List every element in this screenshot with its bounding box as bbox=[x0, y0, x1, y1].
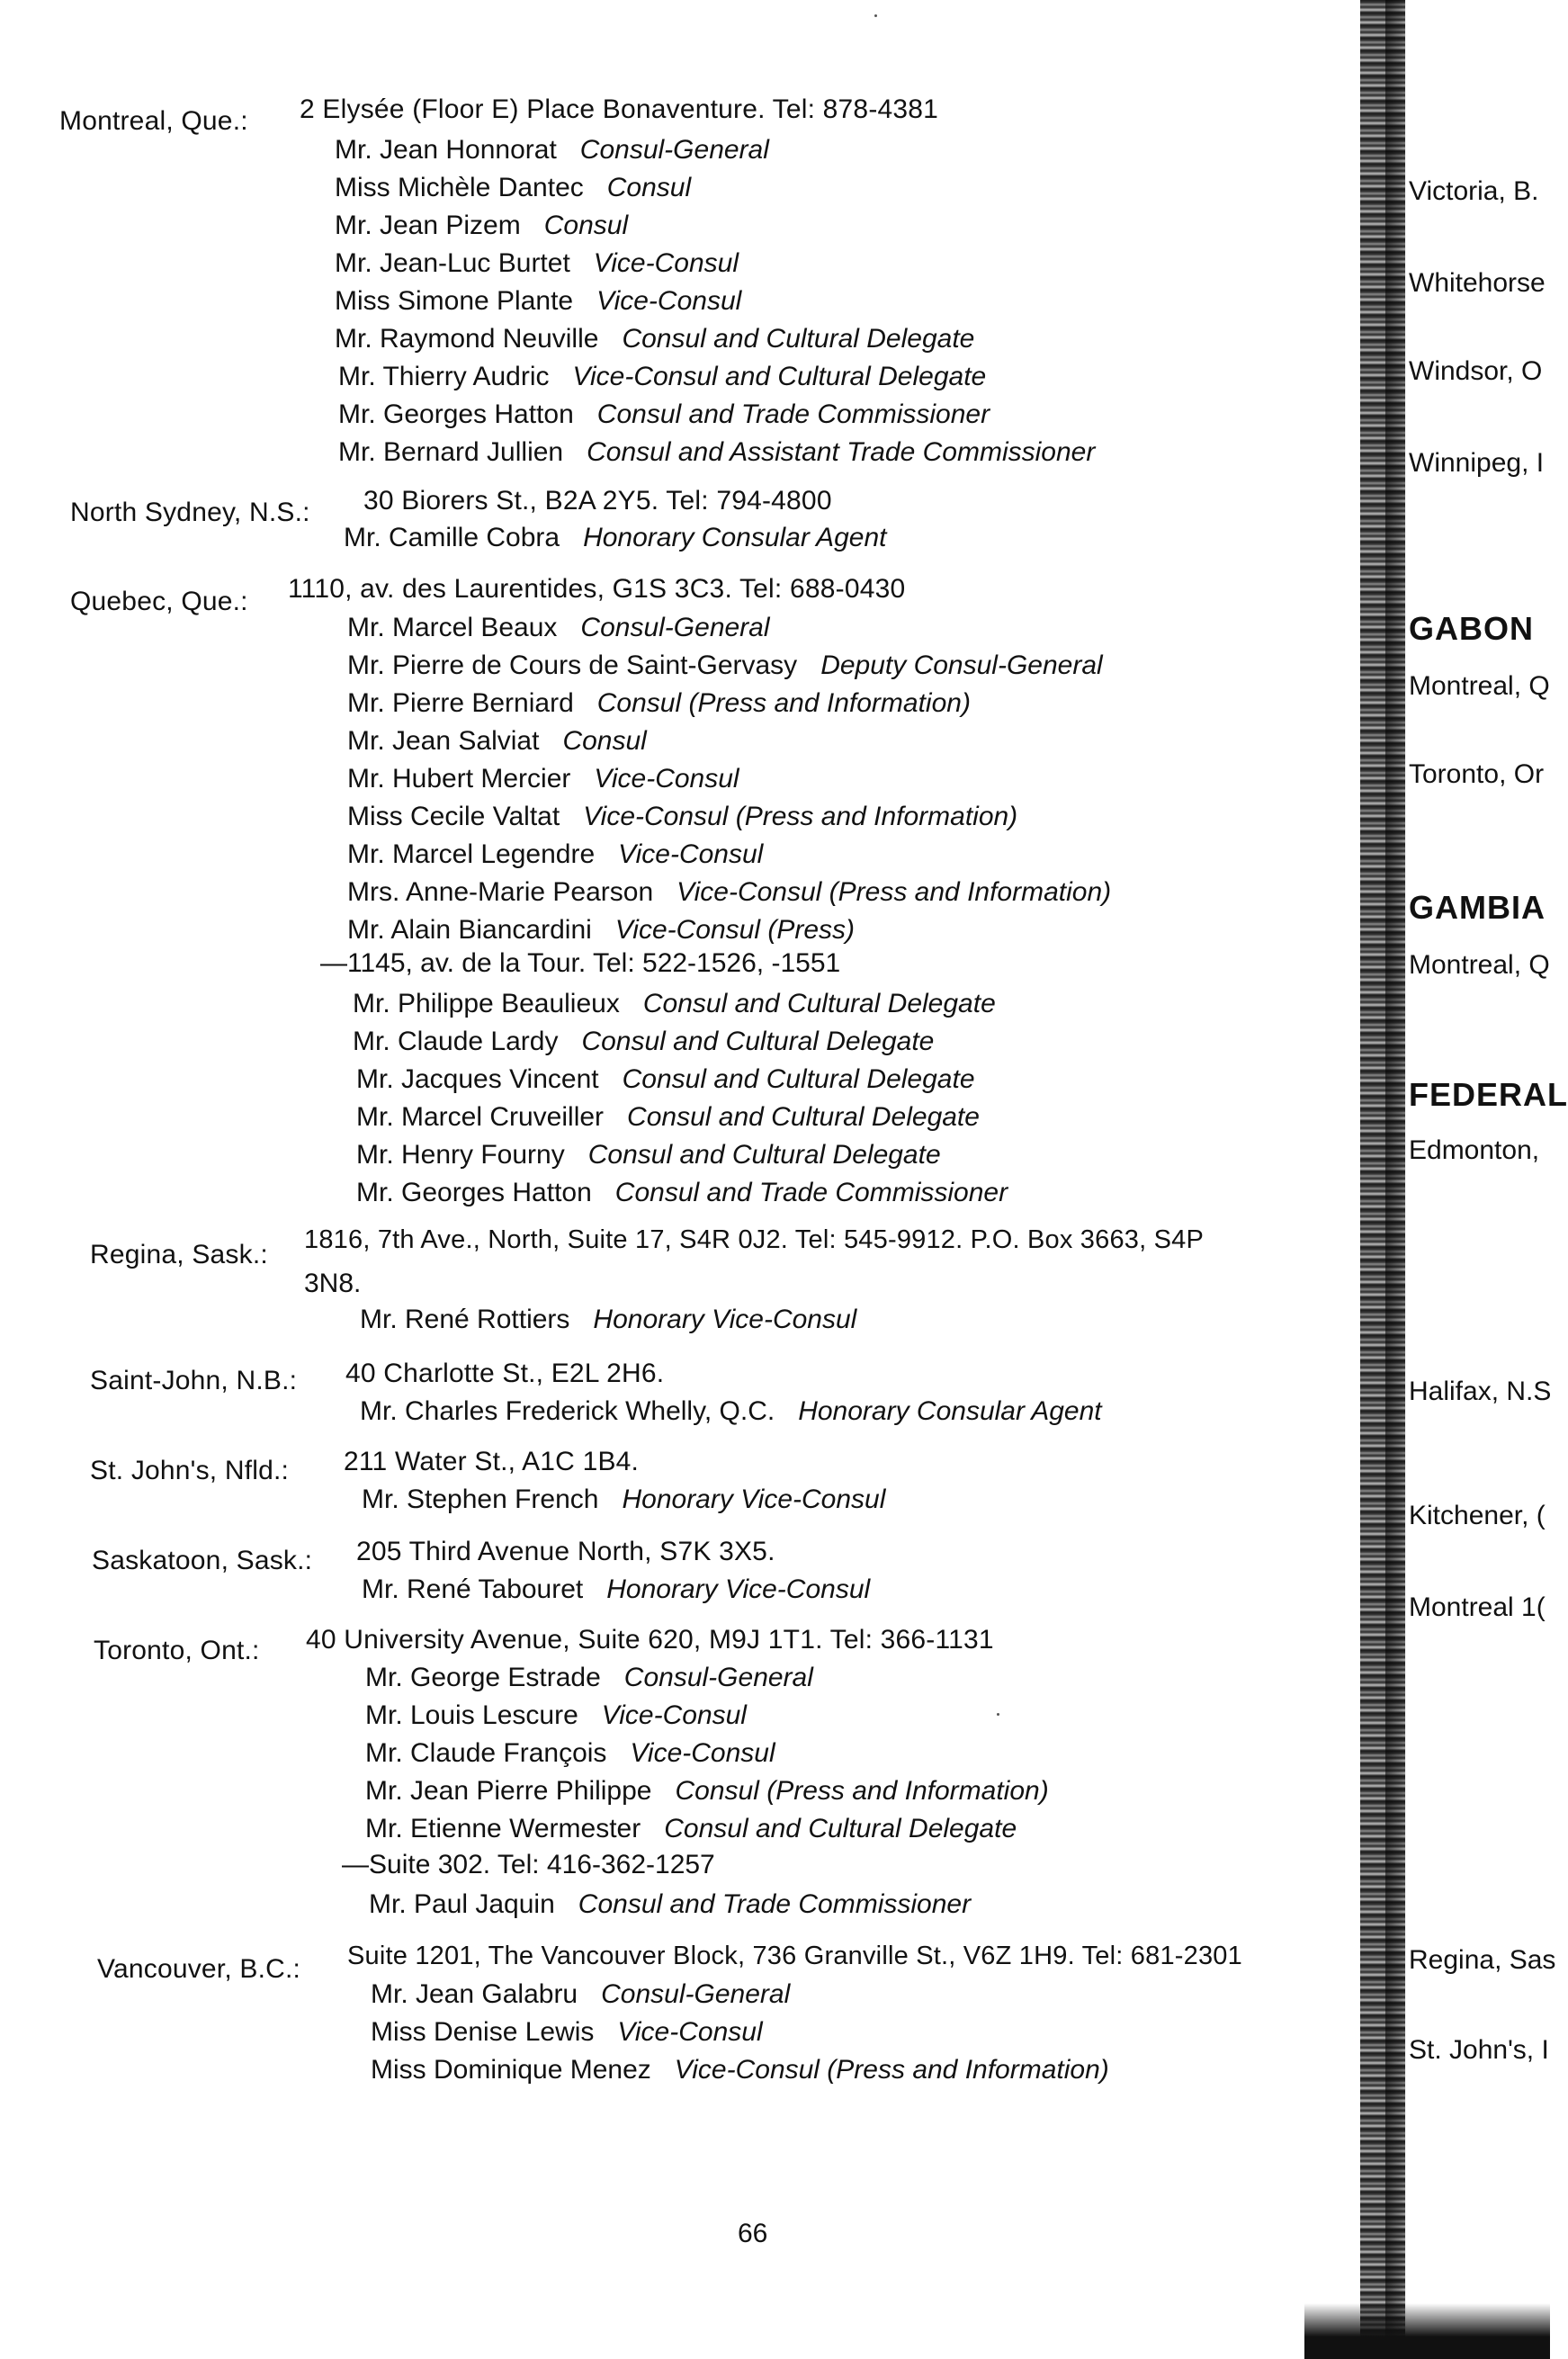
staff-row bbox=[347, 726, 647, 764]
staff-row bbox=[360, 1305, 856, 1342]
staff-title: Consul and Cultural Delegate bbox=[622, 1064, 975, 1094]
staff-name: Mrs. Anne-Marie Pearson bbox=[347, 877, 654, 907]
staff-title: Vice-Consul bbox=[618, 839, 764, 869]
staff-row bbox=[356, 1064, 975, 1102]
address-line-2: 3N8. bbox=[304, 1269, 362, 1298]
staff-name: Mr. Pierre Berniard bbox=[347, 688, 574, 718]
gutter-shadow bbox=[1385, 0, 1407, 2359]
staff-row bbox=[365, 1738, 775, 1776]
staff-title: Vice-Consul (Press and Information) bbox=[676, 877, 1112, 907]
staff-title: Honorary Vice-Consul bbox=[593, 1305, 857, 1334]
staff-row bbox=[335, 286, 741, 324]
facing-page-line: Whitehorse bbox=[1409, 268, 1546, 298]
staff-name: Mr. Jacques Vincent bbox=[356, 1064, 599, 1094]
city-label: Toronto, Ont.: bbox=[94, 1636, 260, 1665]
city-label: North Sydney, N.S.: bbox=[70, 498, 310, 527]
facing-page-line: Regina, Sas bbox=[1409, 1945, 1556, 1975]
staff-name: Mr. Alain Biancardini bbox=[347, 915, 592, 945]
staff-name: Miss Cecile Valtat bbox=[347, 802, 560, 831]
facing-page-line: Kitchener, ( bbox=[1409, 1501, 1546, 1530]
staff-row bbox=[338, 399, 990, 437]
page-curl-shadow bbox=[1304, 2303, 1550, 2359]
staff-title: Consul and Cultural Delegate bbox=[587, 1140, 941, 1170]
staff-row bbox=[356, 1102, 980, 1140]
staff-name: Mr. Jean Galabru bbox=[371, 1979, 578, 2009]
staff-title: Consul-General bbox=[580, 613, 770, 642]
staff-title: Consul bbox=[606, 173, 692, 202]
facing-page-edge bbox=[1405, 0, 1568, 2359]
staff-title: Consul and Cultural Delegate bbox=[581, 1027, 935, 1056]
staff-title: Vice-Consul and Cultural Delegate bbox=[572, 362, 987, 391]
staff-title: Consul-General bbox=[579, 135, 769, 165]
staff-name: Mr. Etienne Wermester bbox=[365, 1814, 641, 1843]
staff-name: Mr. Marcel Cruveiller bbox=[356, 1102, 605, 1132]
city-label: Quebec, Que.: bbox=[70, 587, 248, 616]
staff-row bbox=[362, 1484, 885, 1522]
staff-row bbox=[365, 1663, 813, 1700]
staff-name: Mr. Bernard Jullien bbox=[338, 437, 564, 467]
address-line: 40 Charlotte St., E2L 2H6. bbox=[345, 1359, 665, 1388]
staff-name: Mr. Georges Hatton bbox=[356, 1178, 592, 1207]
staff-name: Mr. Stephen French bbox=[362, 1484, 599, 1514]
staff-row bbox=[356, 1140, 941, 1178]
staff-name: Mr. Thierry Audric bbox=[338, 362, 550, 391]
staff-name: Mr. Hubert Mercier bbox=[347, 764, 571, 794]
city-label: Saint-John, N.B.: bbox=[90, 1366, 298, 1395]
address-line: 211 Water St., A1C 1B4. bbox=[344, 1447, 640, 1476]
staff-title: Honorary Consular Agent bbox=[583, 523, 887, 552]
staff-name: Mr. René Tabouret bbox=[362, 1574, 584, 1604]
address-line: 40 University Avenue, Suite 620, M9J 1T1. Tel: 366-1131 bbox=[306, 1625, 994, 1655]
facing-page-line: Montreal 1( bbox=[1409, 1592, 1546, 1622]
staff-row bbox=[371, 2017, 763, 2055]
staff-title: Consul bbox=[562, 726, 647, 756]
staff-name: Mr. Jean-Luc Burtet bbox=[335, 248, 570, 278]
staff-name: Mr. Philippe Beaulieux bbox=[353, 989, 620, 1018]
facing-page-line: Edmonton, bbox=[1409, 1135, 1540, 1165]
staff-title: Vice-Consul bbox=[617, 2017, 763, 2047]
facing-page-line: St. John's, I bbox=[1409, 2035, 1549, 2065]
secondary-address: —1145, av. de la Tour. Tel: 522-1526, -1551 bbox=[320, 948, 841, 978]
city-label: Regina, Sask.: bbox=[90, 1240, 268, 1269]
staff-title: Consul and Cultural Delegate bbox=[627, 1102, 980, 1132]
staff-title: Consul and Trade Commissioner bbox=[614, 1178, 1008, 1207]
staff-title: Consul-General bbox=[601, 1979, 791, 2009]
staff-title: Consul-General bbox=[623, 1663, 813, 1692]
staff-title: Vice-Consul bbox=[630, 1738, 775, 1768]
staff-row bbox=[347, 839, 763, 877]
staff-row bbox=[338, 362, 986, 399]
staff-name: Mr. Jean Honnorat bbox=[335, 135, 557, 165]
staff-row bbox=[353, 989, 996, 1027]
staff-title: Consul and Cultural Delegate bbox=[622, 324, 975, 354]
facing-page-line: Victoria, B. bbox=[1409, 176, 1539, 206]
address-line: 30 Biorers St., B2A 2Y5. Tel: 794-4800 bbox=[363, 486, 832, 516]
staff-row bbox=[347, 613, 770, 650]
staff-name: Mr. Jean Salviat bbox=[347, 726, 540, 756]
scan-speck bbox=[874, 14, 877, 17]
staff-name: Mr. Marcel Beaux bbox=[347, 613, 558, 642]
facing-page-line: Halifax, N.S bbox=[1409, 1377, 1552, 1406]
staff-title: Consul and Cultural Delegate bbox=[642, 989, 996, 1018]
staff-row bbox=[335, 324, 974, 362]
staff-row bbox=[353, 1027, 934, 1064]
staff-name: Mr. Jean Pierre Philippe bbox=[365, 1776, 652, 1806]
staff-name: Miss Simone Plante bbox=[335, 286, 574, 316]
staff-title: Consul (Press and Information) bbox=[596, 688, 971, 718]
staff-name: Miss Michèle Dantec bbox=[335, 173, 584, 202]
staff-name: Miss Dominique Menez bbox=[371, 2055, 651, 2085]
staff-row bbox=[371, 1979, 790, 2017]
staff-title: Honorary Consular Agent bbox=[798, 1396, 1102, 1426]
staff-title: Vice-Consul bbox=[596, 286, 742, 316]
facing-page-line: Windsor, O bbox=[1409, 356, 1543, 386]
staff-title: Vice-Consul bbox=[594, 764, 739, 794]
staff-row bbox=[335, 173, 691, 211]
facing-page-heading: GABON bbox=[1409, 610, 1534, 647]
staff-title: Vice-Consul (Press) bbox=[614, 915, 856, 945]
staff-name: Mr. Marcel Legendre bbox=[347, 839, 596, 869]
scan-speck bbox=[997, 1713, 999, 1716]
staff-row bbox=[365, 1776, 1049, 1814]
staff-name: Mr. Paul Jaquin bbox=[369, 1889, 555, 1919]
staff-title: Consul and Assistant Trade Commissioner bbox=[587, 437, 1096, 467]
staff-row bbox=[347, 650, 1103, 688]
staff-title: Deputy Consul-General bbox=[820, 650, 1103, 680]
facing-page-line: Toronto, Or bbox=[1409, 759, 1545, 789]
staff-title: Consul and Trade Commissioner bbox=[596, 399, 990, 429]
address-line: 1816, 7th Ave., North, Suite 17, S4R 0J2. Tel: 545-9912. P.O. Box 3663, S4P bbox=[304, 1225, 1205, 1254]
staff-title: Vice-Consul bbox=[601, 1700, 747, 1730]
address-line: 205 Third Avenue North, S7K 3X5. bbox=[356, 1537, 775, 1566]
staff-title: Vice-Consul bbox=[593, 248, 739, 278]
staff-row bbox=[338, 437, 1095, 475]
staff-row bbox=[335, 248, 739, 286]
facing-page-line: Montreal, Q bbox=[1409, 671, 1550, 701]
city-label: St. John's, Nfld.: bbox=[90, 1456, 290, 1485]
staff-row bbox=[344, 523, 886, 561]
staff-name: Mr. Claude François bbox=[365, 1738, 607, 1768]
city-label: Saskatoon, Sask.: bbox=[92, 1546, 313, 1575]
staff-title: Vice-Consul (Press and Information) bbox=[674, 2055, 1109, 2085]
staff-name: Mr. Jean Pizem bbox=[335, 211, 521, 240]
city-label: Montreal, Que.: bbox=[59, 106, 248, 136]
address-line: 1110, av. des Laurentides, G1S 3C3. Tel: 688-0430 bbox=[288, 574, 906, 604]
staff-title: Consul bbox=[543, 211, 629, 240]
staff-row bbox=[347, 802, 1017, 839]
staff-row bbox=[371, 2055, 1109, 2093]
staff-name: Mr. Pierre de Cours de Saint-Gervasy bbox=[347, 650, 798, 680]
staff-row bbox=[365, 1814, 1017, 1852]
facing-page-heading: FEDERAL bbox=[1409, 1076, 1568, 1113]
staff-row bbox=[356, 1178, 1008, 1215]
staff-name: Mr. Louis Lescure bbox=[365, 1700, 578, 1730]
secondary-address: —Suite 302. Tel: 416-362-1257 bbox=[342, 1850, 715, 1879]
facing-page-line: Winnipeg, I bbox=[1409, 448, 1545, 478]
staff-name: Mr. Georges Hatton bbox=[338, 399, 574, 429]
staff-row bbox=[347, 688, 971, 726]
staff-row bbox=[335, 135, 769, 173]
staff-title: Consul and Cultural Delegate bbox=[664, 1814, 1017, 1843]
staff-row bbox=[347, 764, 739, 802]
staff-name: Mr. Charles Frederick Whelly, Q.C. bbox=[360, 1396, 775, 1426]
staff-name: Mr. Raymond Neuville bbox=[335, 324, 599, 354]
staff-row bbox=[360, 1396, 1102, 1434]
staff-name: Mr. George Estrade bbox=[365, 1663, 601, 1692]
address-line: 2 Elysée (Floor E) Place Bonaventure. Tel: 878-4381 bbox=[300, 94, 939, 124]
staff-row bbox=[347, 877, 1111, 915]
staff-title: Vice-Consul (Press and Information) bbox=[583, 802, 1018, 831]
facing-page-heading: GAMBIA bbox=[1409, 889, 1546, 926]
staff-name: Miss Denise Lewis bbox=[371, 2017, 595, 2047]
staff-row bbox=[365, 1700, 747, 1738]
staff-name: Mr. René Rottiers bbox=[360, 1305, 570, 1334]
staff-row bbox=[335, 211, 628, 248]
page-number: 66 bbox=[738, 2219, 768, 2248]
facing-page-line: Montreal, Q bbox=[1409, 950, 1550, 980]
staff-row bbox=[369, 1889, 971, 1927]
address-line: Suite 1201, The Vancouver Block, 736 Granville St., V6Z 1H9. Tel: 681-2301 bbox=[347, 1942, 1242, 1970]
staff-row bbox=[347, 915, 855, 953]
staff-name: Mr. Camille Cobra bbox=[344, 523, 560, 552]
staff-name: Mr. Claude Lardy bbox=[353, 1027, 559, 1056]
staff-title: Honorary Vice-Consul bbox=[606, 1574, 871, 1604]
staff-row bbox=[362, 1574, 870, 1612]
staff-title: Honorary Vice-Consul bbox=[622, 1484, 886, 1514]
staff-title: Consul (Press and Information) bbox=[675, 1776, 1049, 1806]
city-label: Vancouver, B.C.: bbox=[97, 1954, 301, 1984]
staff-name: Mr. Henry Fourny bbox=[356, 1140, 565, 1170]
staff-title: Consul and Trade Commissioner bbox=[578, 1889, 972, 1919]
